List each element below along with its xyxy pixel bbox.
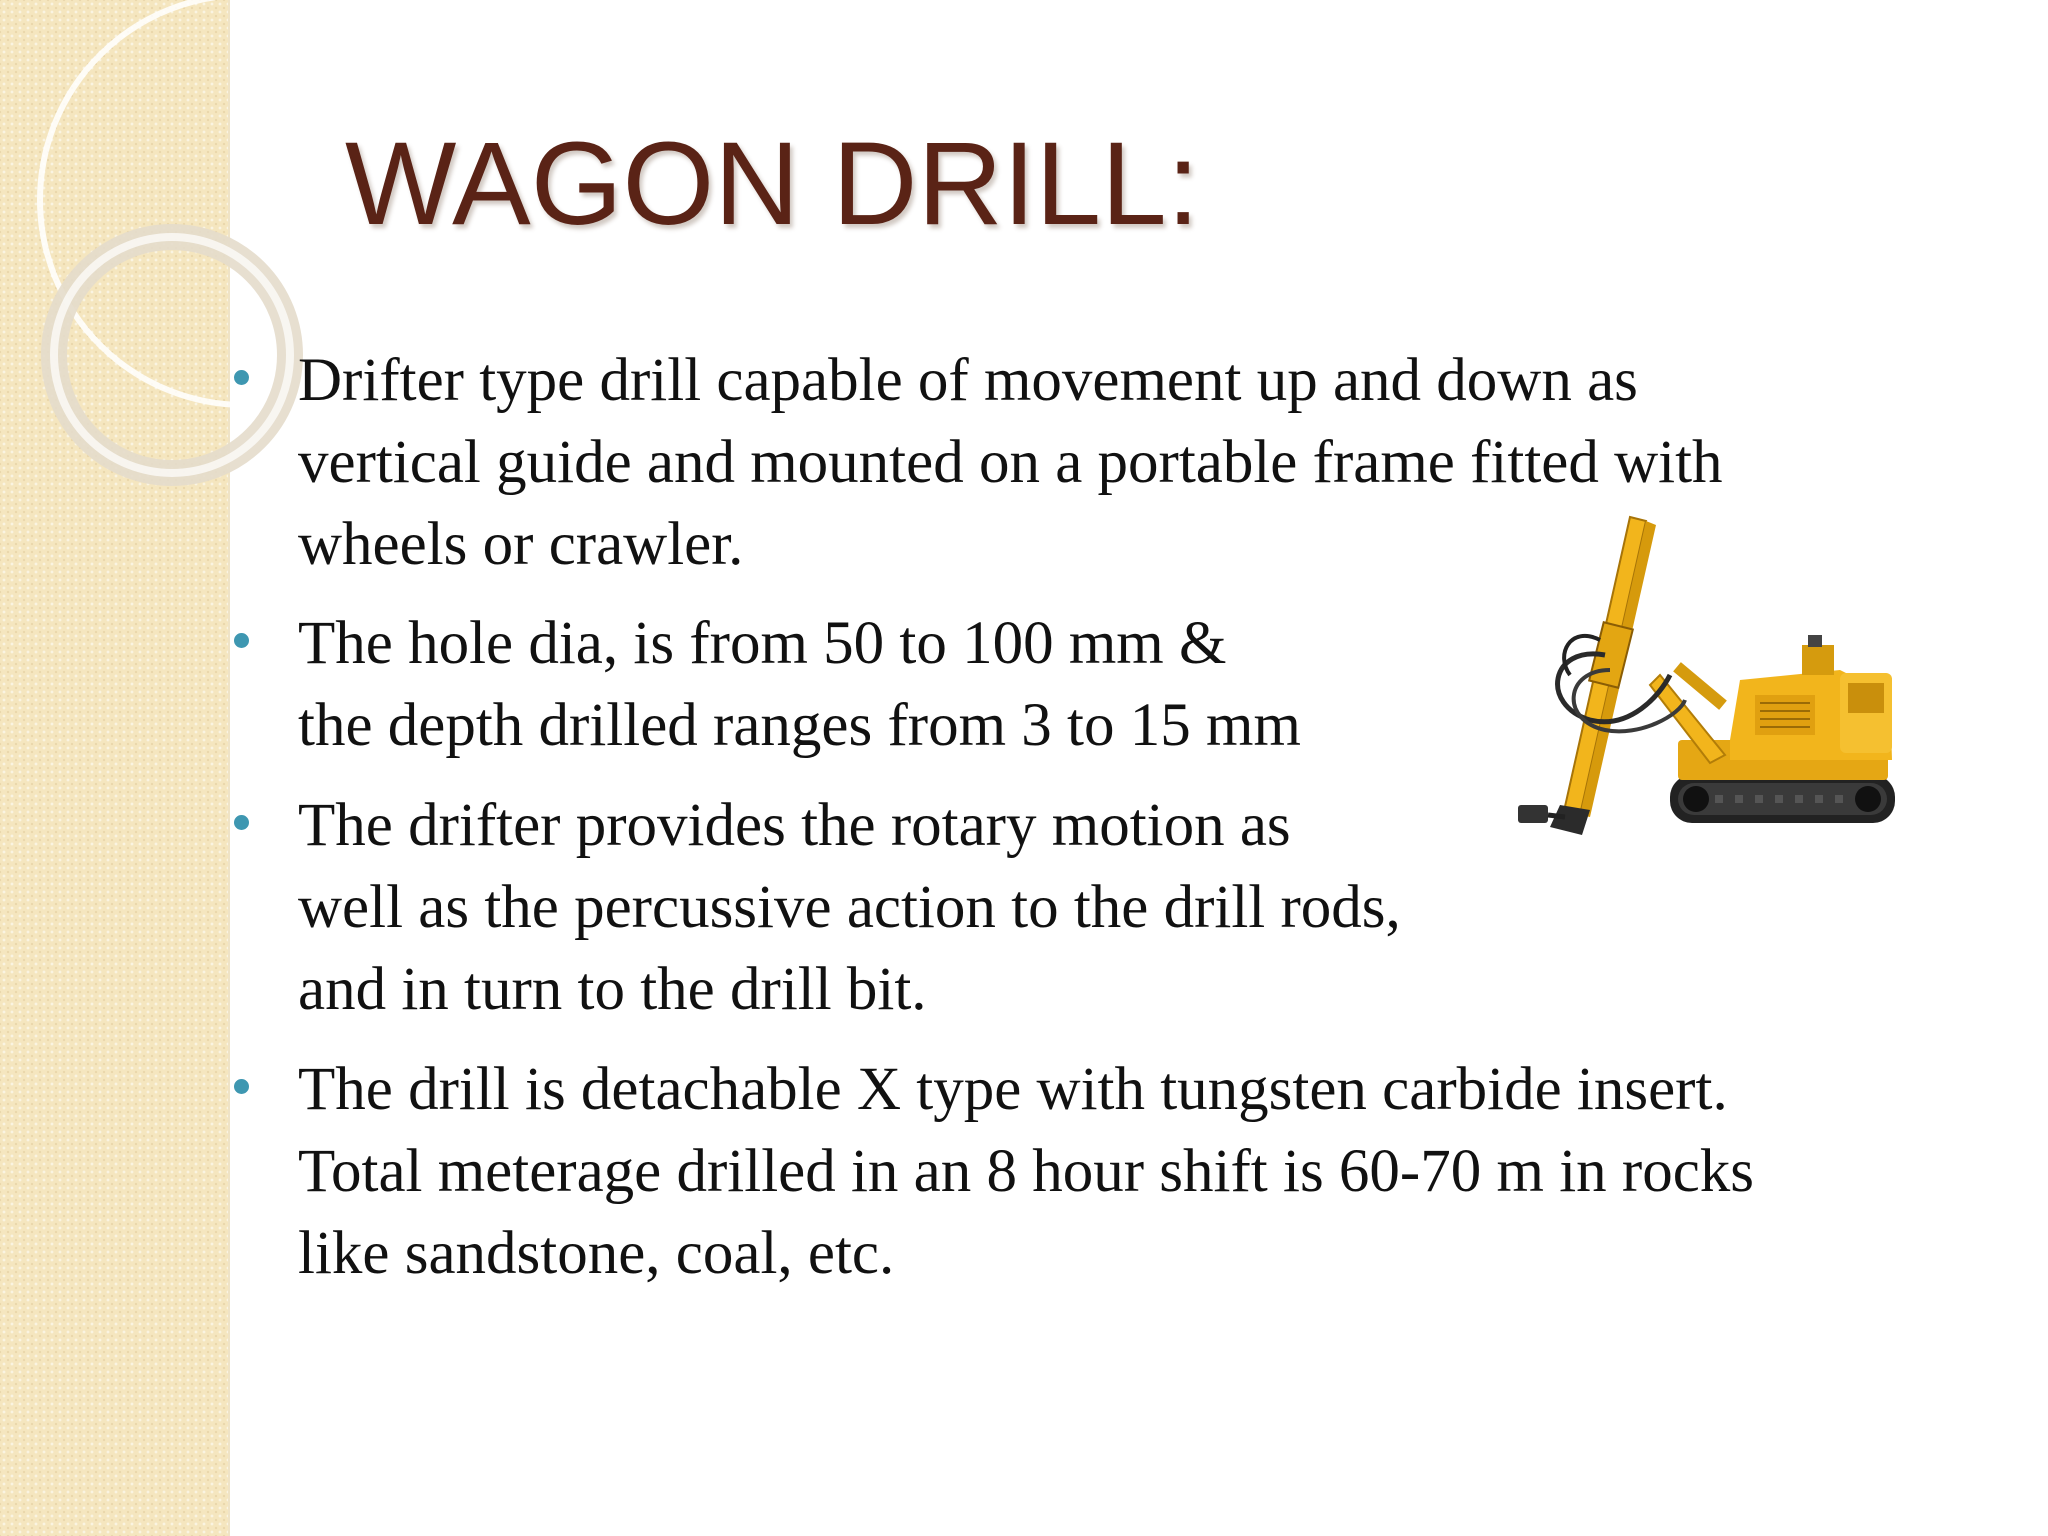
bullet-text [298,785,1401,1031]
slide-title: WAGON DRILL: [345,118,1200,250]
bullet-line: the depth drilled ranges from 3 to 15 mm [298,692,1301,759]
bullet-text [298,603,1301,767]
bullet-text [298,340,1723,586]
wagon-drill-machine-icon [1510,505,1910,855]
bullet-line: like sandstone, coal, etc. [298,1220,895,1287]
bullet-marker-icon [234,370,249,385]
bullet-line: Total meterage drilled in an 8 hour shift is 60-70 m in rocks [298,1138,1755,1205]
bullet-line: wheels or crawler. [298,511,744,578]
bullet-text [298,1049,1754,1295]
bullet-line: The drill is detachable X type with tungsten carbide insert. [298,1056,1728,1123]
bullet-line: The drifter provides the rotary motion as [298,792,1291,859]
bullet-line: Drifter type drill capable of movement up and down as [298,347,1638,414]
bullet-line: The hole dia, is from 50 to 100 mm & [298,610,1227,677]
bullet-marker-icon [234,633,249,648]
bullet-line: and in turn to the drill bit. [298,956,927,1023]
bullet-marker-icon [234,815,249,830]
bullet-line: vertical guide and mounted on a portable frame fitted with [298,429,1723,496]
bullet-marker-icon [234,1079,249,1094]
bullet-line: well as the percussive action to the drill rods, [298,874,1401,941]
